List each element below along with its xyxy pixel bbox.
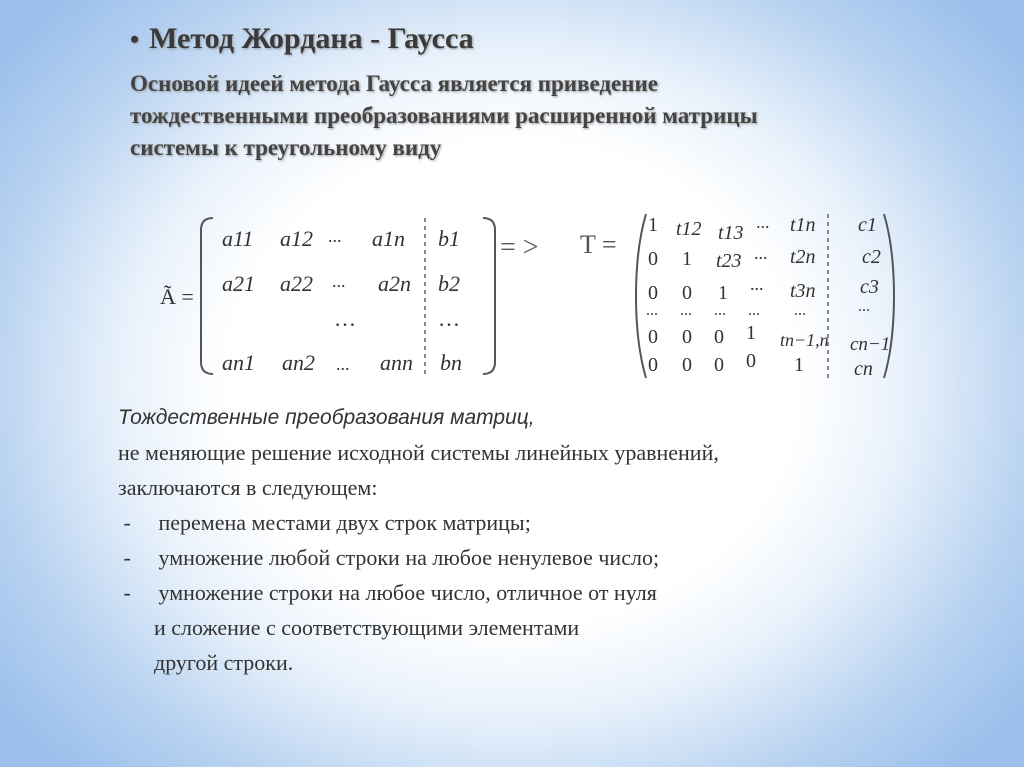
intro-line-1: Основой идеей метода Гаусса является приведение (130, 71, 658, 96)
t-cell: t3n (790, 280, 816, 302)
lhs-label: Ã = (160, 284, 194, 309)
list-item-continuation: другой строки. (154, 650, 294, 675)
t-cell: 0 (682, 354, 692, 376)
list-item-text: умножение любой строки на любое ненулевое число; (158, 545, 660, 570)
t-cell: 0 (648, 282, 658, 304)
t-cell: 0 (746, 350, 756, 372)
intro-line-3: системы к треугольному виду (130, 135, 442, 160)
a-cell: a1n (372, 226, 405, 251)
transformations-heading: Тождественные преобразования матриц, (118, 406, 535, 429)
b-cell: b1 (438, 226, 460, 251)
t-cell: 0 (648, 354, 658, 376)
a-cell: a11 (222, 226, 254, 251)
rhs-label: T = (580, 230, 617, 259)
title-bullet: • (130, 25, 140, 54)
t-cell: 1 (682, 248, 692, 270)
t-cell: tn−1,n (780, 330, 829, 350)
c-cell: cn−1 (850, 334, 891, 355)
list-dash: - (123, 580, 131, 605)
t-cell: 0 (648, 248, 658, 270)
a-cell: ... (336, 354, 350, 374)
a-cell: a22 (280, 271, 313, 296)
b-cell: b2 (438, 271, 460, 296)
c-cell: cn (854, 358, 873, 380)
t-cell: t2n (790, 246, 816, 268)
t-cell: ... (756, 212, 770, 232)
list-dash: - (123, 510, 131, 535)
list-item (118, 505, 938, 540)
t-cell: 1 (794, 354, 804, 376)
t-cell: ... (750, 274, 764, 294)
a-cell: … (334, 306, 356, 331)
a-cell: ann (380, 350, 413, 375)
t-cell: t23 (716, 250, 742, 272)
list-item-text: умножение строки на любое число, отличное от нуля (158, 580, 657, 605)
t-cell: 0 (648, 326, 658, 348)
t-cell: ... (646, 302, 658, 319)
a-cell: ... (328, 226, 342, 246)
list-item (118, 575, 938, 610)
t-cell: 1 (746, 322, 756, 344)
t-cell: 1 (718, 282, 728, 304)
a-cell: a2n (378, 271, 411, 296)
t-cell: t1n (790, 214, 816, 236)
b-cell: … (438, 306, 460, 331)
intro-paragraph (130, 68, 890, 164)
t-cell: 0 (714, 326, 724, 348)
list-dash: - (123, 545, 131, 570)
t-cell: t12 (676, 218, 702, 240)
body-line-2: заключаются в следующем: (118, 475, 378, 500)
t-cell: ... (794, 302, 806, 319)
t-cell: 0 (682, 326, 692, 348)
t-cell: ... (754, 243, 768, 263)
a-cell: ... (332, 271, 346, 291)
t-cell: 0 (714, 354, 724, 376)
b-cell: bn (440, 350, 462, 375)
slide-title (130, 22, 474, 56)
t-cell: t13 (718, 222, 744, 244)
list-item (118, 540, 938, 575)
a-cell: an2 (282, 350, 315, 375)
a-cell: a21 (222, 271, 255, 296)
title-text: Метод Жордана - Гаусса (149, 22, 474, 55)
list-item-text: перемена местами двух строк матрицы; (158, 510, 531, 535)
a-cell: an1 (222, 350, 255, 375)
intro-line-2: тождественными преобразованиями расширенной матрицы (130, 103, 758, 128)
t-cell: 0 (682, 282, 692, 304)
c-cell: c2 (862, 246, 881, 268)
list-item-continuation: и сложение с соответствующими элементами (154, 615, 580, 640)
t-cell: ... (748, 302, 760, 319)
a-cell: a12 (280, 226, 313, 251)
c-cell: c3 (860, 276, 879, 298)
implies-arrow: = > (500, 232, 539, 263)
t-cell: ... (680, 302, 692, 319)
t-cell: 1 (648, 214, 658, 236)
c-cell: ... (858, 298, 870, 315)
body-line-1: не меняющие решение исходной системы линейных уравнений, (118, 440, 719, 465)
transformations-text (118, 400, 938, 680)
t-cell: ... (714, 302, 726, 319)
c-cell: c1 (858, 214, 877, 236)
